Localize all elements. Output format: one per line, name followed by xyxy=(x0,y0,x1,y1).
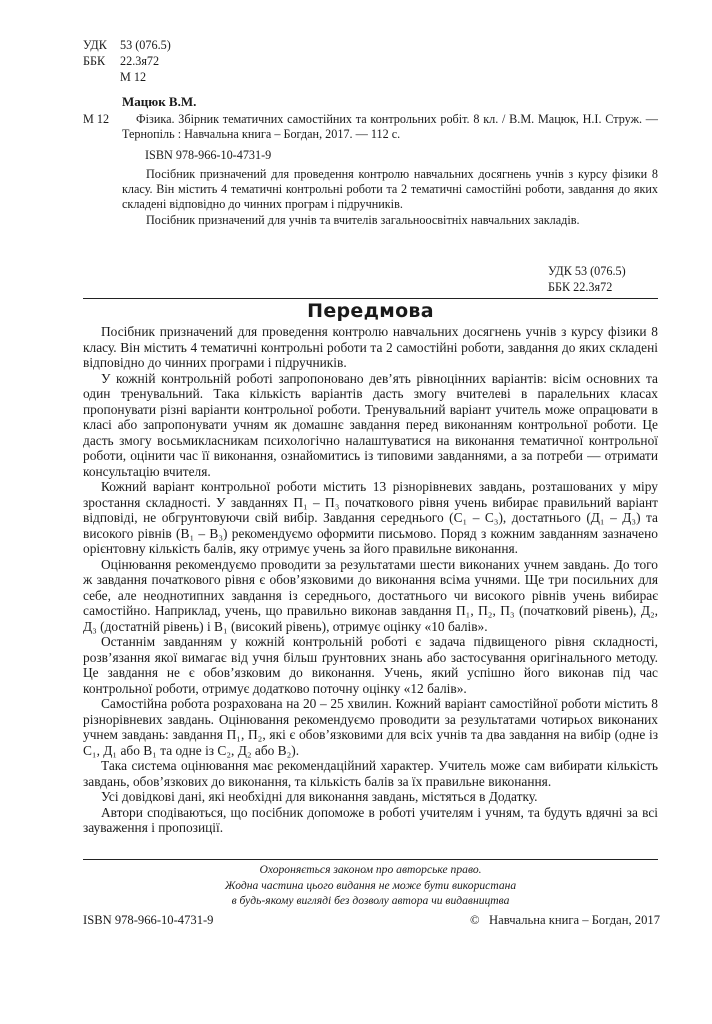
top-rule xyxy=(83,298,658,299)
paragraph: Останнім завданням у кожній контрольній роботі є задача підвищеного рівня складності, розв’язання якої вимагає від учня більш ґрунтовних знань або застосування оригінального методу. Це завдання не є обов’язковим до виконання. Учень, який успішно його виконав під час контрольної роботи, отримує додатково поточну оцінку «12 балів». xyxy=(83,634,658,696)
bbk-value: 22.3я72 xyxy=(120,54,160,68)
bib-audience: Посібник призначений для учнів та вчителів загальноосвітніх навчальних закладів. xyxy=(146,213,580,227)
copyright-notice xyxy=(83,862,658,909)
footer-copyright: © Навчальна книга – Богдан, 2017 xyxy=(470,913,660,927)
preface-body xyxy=(83,324,658,836)
paragraph: Кожний варіант контрольної роботи містить 13 різнорівневих завдань, розташованих у міру зростання складності. У завданнях П₁ – П₃ початкового рівня учень вибирає правильний варіант відповіді, не обгрунтовуючи свій вибір. Завдання середнього (С₁ – С₃), достатнього (Д₁ – Д₃) та високого рівнів (В₁ – В₃) рекомендуємо оформити письмово. Поряд з кожним завданням зазначено орієнтовну кількість балів, яку отримує учень за його правильне виконання. xyxy=(83,479,658,556)
notice-line: Жодна частина цього видання не може бути використана xyxy=(224,878,517,892)
udk-value: 53 (076.5) xyxy=(120,38,171,52)
author-mark: М 12 xyxy=(120,70,147,84)
notice-line: Охороняється законом про авторське право. xyxy=(259,863,482,876)
paragraph: Посібник призначений для проведення контролю навчальних досягнень учнів з курсу фізики 8 класу. Він містить 4 тематичні контрольні роботи та 2 самостійні роботи, завдання до яких складені відповідно до чинних програми і підручників. xyxy=(83,324,658,370)
bbk-right: ББК 22.3я72 xyxy=(548,280,613,294)
bib-mark: М 12 xyxy=(83,112,110,126)
notice-line: в будь-якому вигляді без дозволу автора чи видавництва xyxy=(231,894,510,907)
paragraph: Оцінювання рекомендуємо проводити за результатами шести виконаних учнем завдань. До того ж завдання початкового рівня є обов’язковими до виконання всіма учнями. Ще три посильних для себе, але неоднотипних завдання із середнього, достатнього чи високого рівнів учень вибирає самостійно. Наприклад, учень, що правильно виконав завдання П₁, П₂, П₃ (початковий рівень), Д₂, Д₃ (достатній рівень) і В₁ (високий рівень), отримує оцінку «10 балів». xyxy=(83,556,658,634)
udk-label: УДК xyxy=(83,38,107,52)
paragraph: У кожній контрольній роботі запропоновано дев’ять рівноцінних варіантів: вісім основних та один тренувальний. Така кількість варіантів дасть змогу вчителеві в паралельних класах пропонувати різні варіанти контрольної роботи. Тренувальний варіант учитель може опрацювати в класі або запропонувати учням як домашнє завдання перед виконанням контрольної роботи. Це дасть змогу восьмикласникам психологічно налаштуватися на виконання тематичної контрольної роботи, оцінити час її виконання, ознайомитись із типовими завданнями, а за потреби — отримати консультацію вчителя. xyxy=(83,370,658,479)
bib-description: Фізика. Збірник тематичних самостійних та контрольних робіт. 8 кл. / В.М. Мацюк, Н.І. Струж. — Тернопіль : Навчальна книга – Богдан, 2017. — 112 с. xyxy=(122,112,658,141)
footer-isbn: ISBN 978-966-10-4731-9 xyxy=(83,913,214,927)
bottom-rule xyxy=(83,859,658,860)
paragraph: Усі довідкові дані, які необхідні для виконання завдань, містяться в Додатку. xyxy=(101,789,538,804)
paragraph: Така система оцінювання має рекомендаційний характер. Учитель може сам вибирати кількість завдань, обов’язкових до виконання, та кількість балів за їх правильне виконання. xyxy=(83,758,658,789)
paragraph: Автори сподіваються, що посібник допоможе в роботі учителям і учням, та будуть вдячні за всі зауваження і пропозиції. xyxy=(83,804,658,835)
paragraph: Самостійна робота розрахована на 20 – 25 хвилин. Кожний варіант самостійної роботи містить 8 різнорівневих завдань. Оцінювання рекомендуємо проводити за результатами чотирьох виконаних учнем завдань: завдання П₁, П₂, які є обов’язковими для всіх учнів та два завдання на вибір (одне із С₁, Д₁ або В₁ та одне із С₂, Д₂ або В₂). xyxy=(83,696,658,758)
page-title: Передмова xyxy=(307,300,434,322)
udk-right: УДК 53 (076.5) xyxy=(548,264,626,278)
bib-author: Мацюк В.М. xyxy=(122,94,197,109)
bib-isbn: ISBN 978-966-10-4731-9 xyxy=(145,148,272,162)
bbk-label: ББК xyxy=(83,54,106,68)
bib-abstract: Посібник призначений для проведення контролю навчальних досягнень учнів з курсу фізики 8 класу. Він містить 4 тематичні контрольні роботи та 2 тематичні самостійні роботи, завдання до яких складені відповідно до чинних програм і підручників. xyxy=(122,167,658,211)
